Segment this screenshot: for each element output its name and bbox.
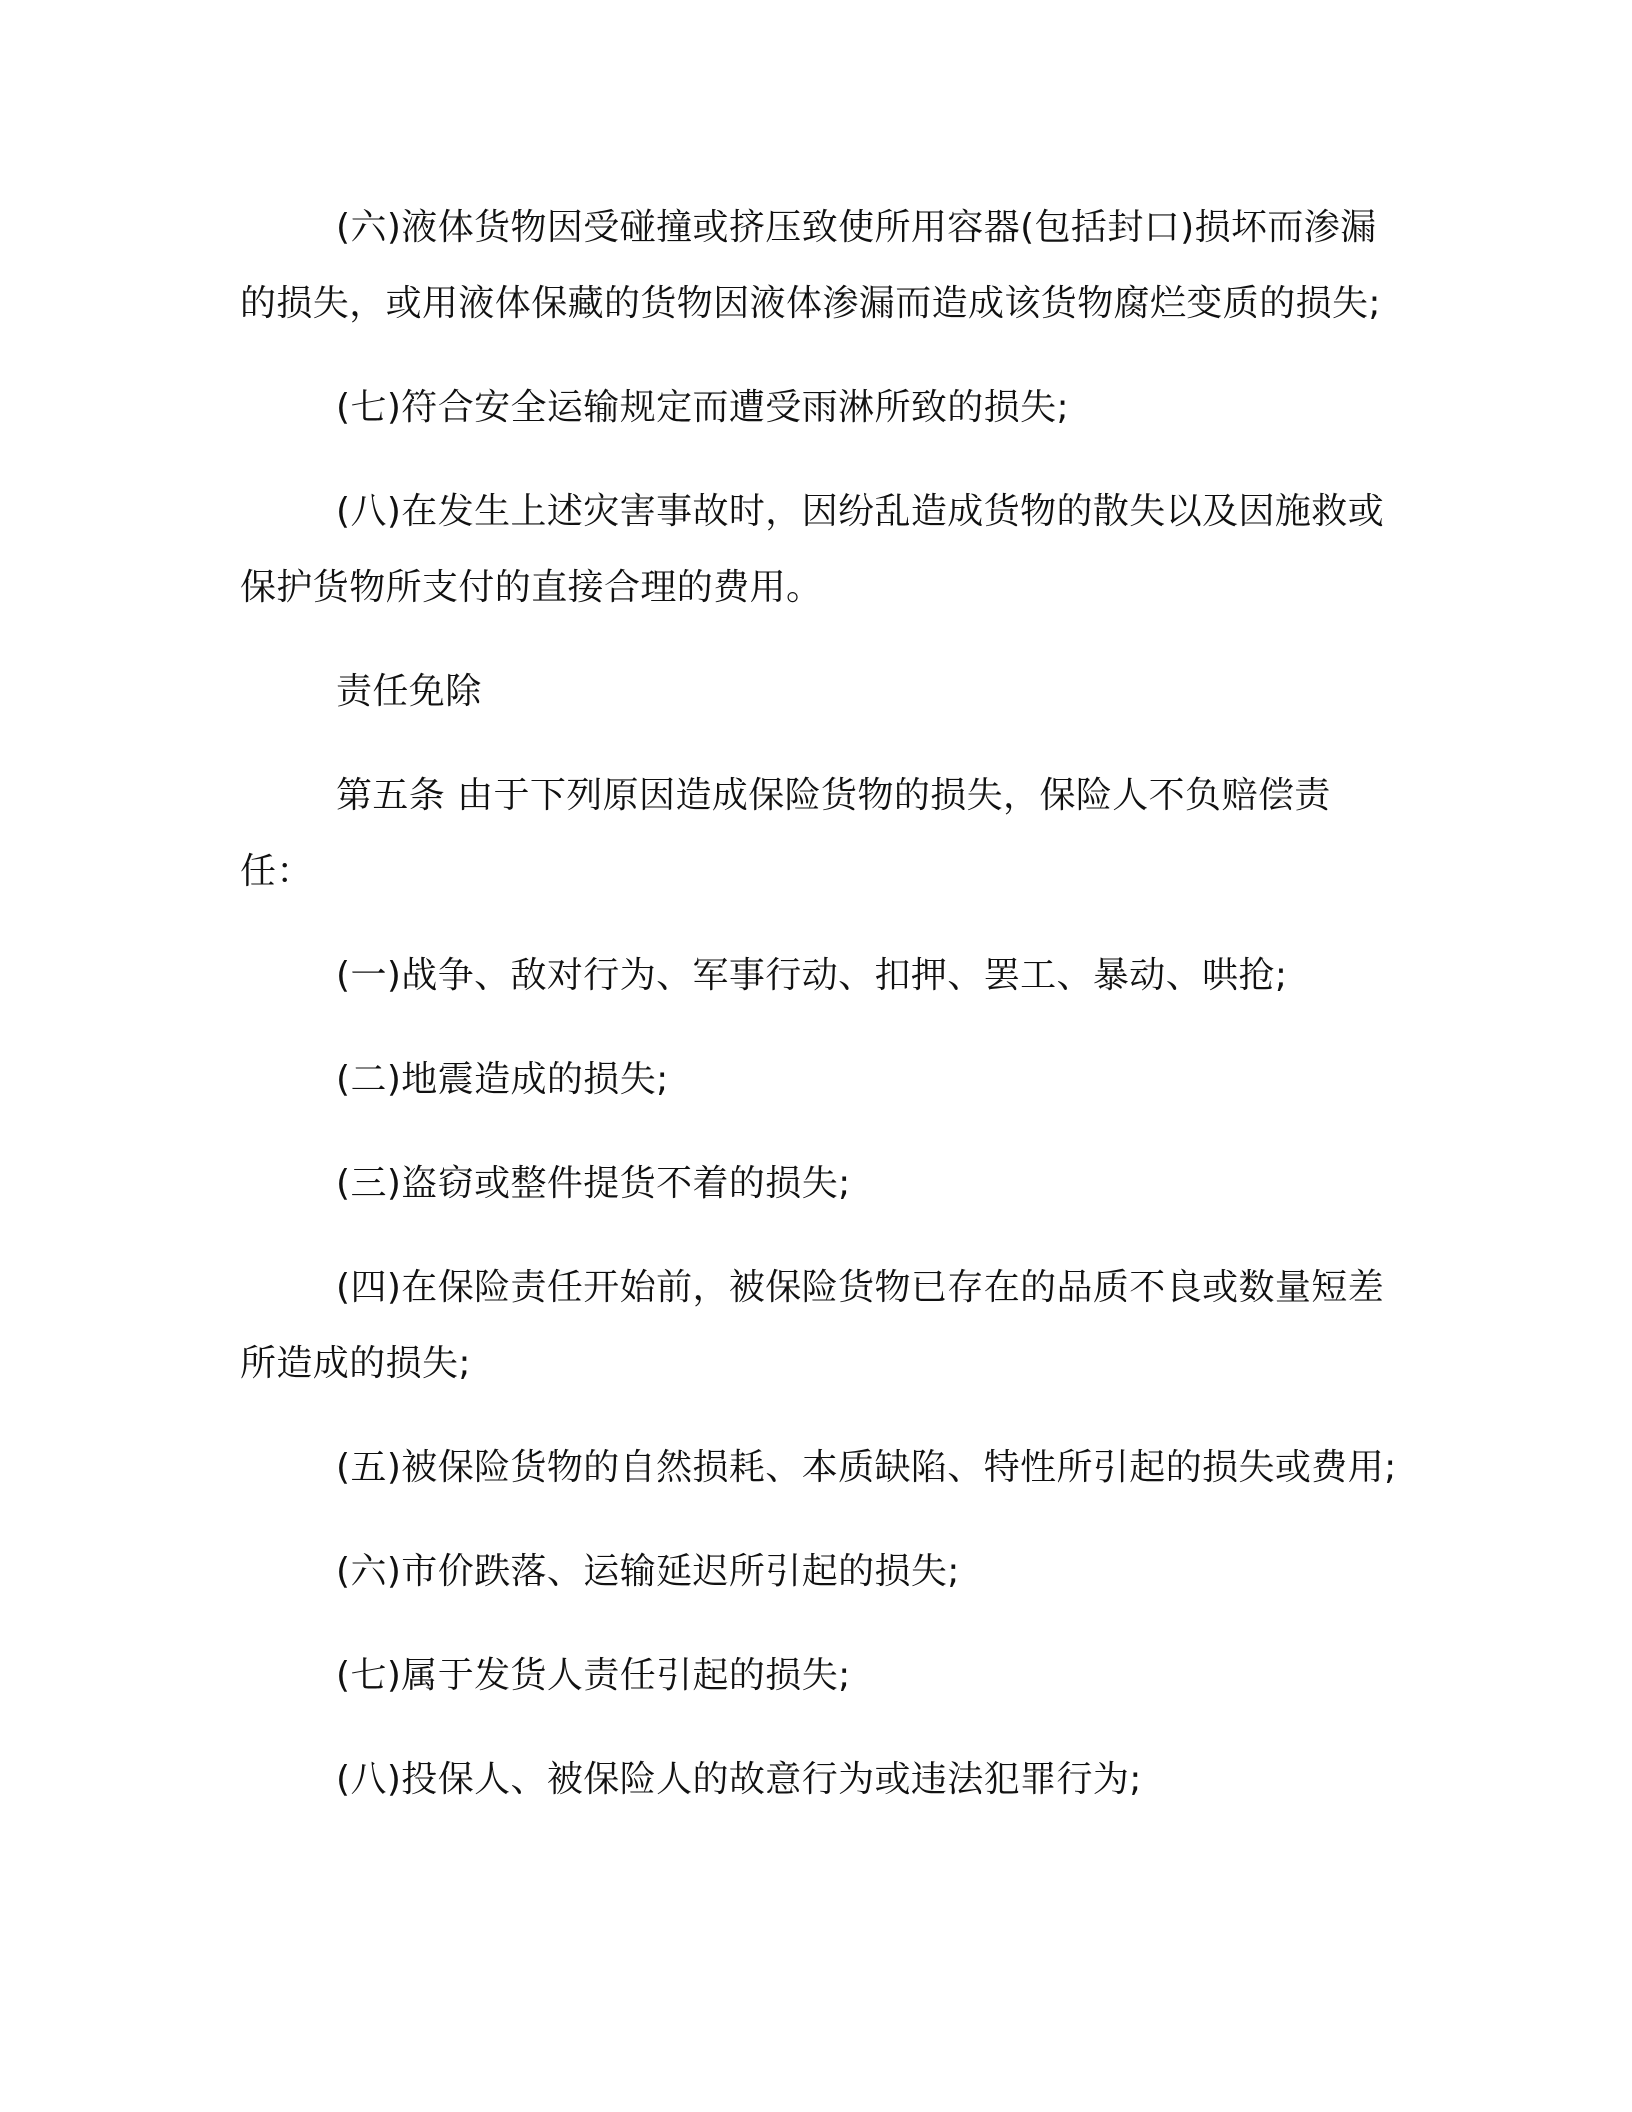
- paragraph-exclusion-3-theft: (三)盗窃或整件提货不着的损失;: [336, 1163, 851, 1204]
- paragraph-clause-7-rain-damage: (七)符合安全运输规定而遭受雨淋所致的损失;: [336, 387, 1070, 428]
- section-heading-exclusions: 责任免除: [336, 671, 482, 712]
- paragraph-exclusion-8-intentional-acts: (八)投保人、被保险人的故意行为或违法犯罪行为;: [336, 1759, 1142, 1800]
- document-body: [240, 190, 1400, 1846]
- paragraph-exclusion-2-earthquake: (二)地震造成的损失;: [336, 1059, 669, 1100]
- paragraph-exclusion-5-natural-wear: (五)被保险货物的自然损耗、本质缺陷、特性所引起的损失或费用;: [336, 1447, 1397, 1488]
- paragraph-exclusion-7-shipper-liability: (七)属于发货人责任引起的损失;: [336, 1655, 851, 1696]
- paragraph-exclusion-6-market-drop: (六)市价跌落、运输延迟所引起的损失;: [336, 1551, 960, 1592]
- paragraph-clause-6-liquid-leakage: (六)液体货物因受碰撞或挤压致使所用容器(包括封口)损坏而渗漏的损失，或用液体保藏的货物因液体渗漏而造成该货物腐烂变质的损失;: [240, 207, 1381, 324]
- paragraph-exclusion-1-war: (一)战争、敌对行为、军事行动、扣押、罢工、暴动、哄抢;: [336, 955, 1288, 996]
- paragraph-exclusion-4-preexisting-defects: (四)在保险责任开始前，被保险货物已存在的品质不良或数量短差所造成的损失;: [240, 1267, 1385, 1384]
- paragraph-article-5: 第五条 由于下列原因造成保险货物的损失，保险人不负赔偿责任：: [240, 775, 1331, 892]
- paragraph-clause-8-rescue-costs: (八)在发生上述灾害事故时，因纷乱造成货物的散失以及因施救或保护货物所支付的直接合理的费用。: [240, 491, 1385, 608]
